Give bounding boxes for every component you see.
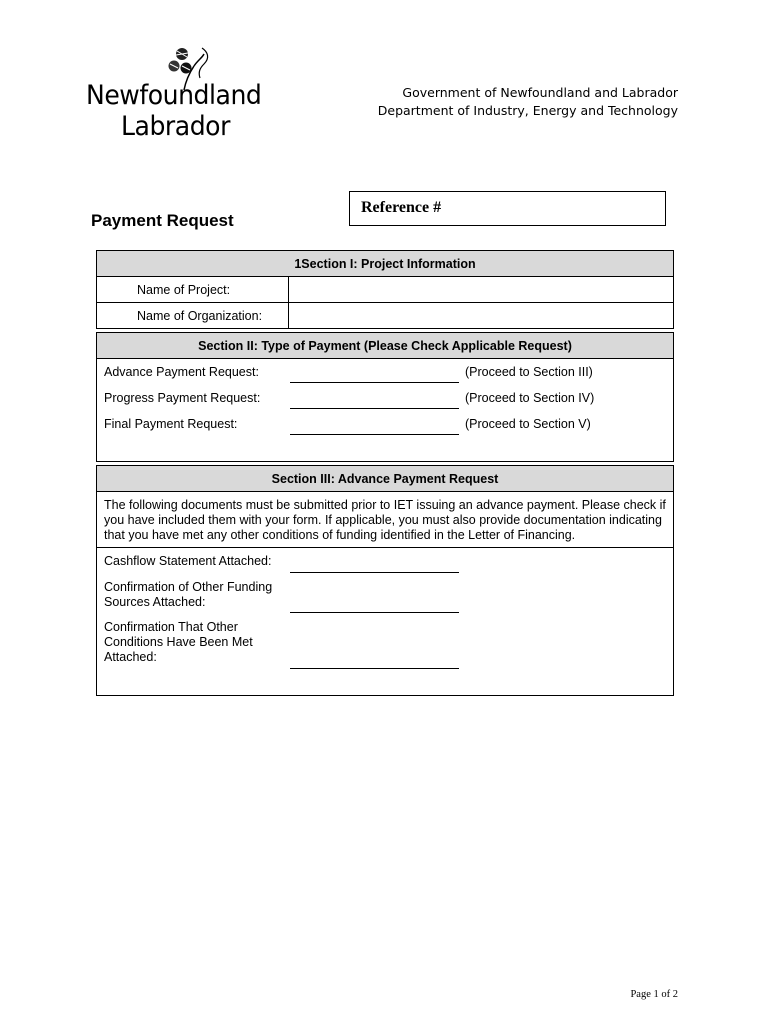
option-note: (Proceed to Section IV): [465, 391, 595, 405]
section-header: Section II: Type of Payment (Please Check Applicable Request): [97, 333, 673, 359]
progress-payment-check-line[interactable]: [290, 408, 459, 409]
section-project-information: [96, 250, 674, 329]
advance-payment-check-line[interactable]: [290, 382, 459, 383]
option-label: Progress Payment Request:: [104, 391, 261, 405]
form-row-project-name: [97, 277, 673, 303]
department-name: Department of Industry, Energy and Technology: [377, 103, 678, 118]
payment-option-final: [97, 411, 673, 437]
attachment-label-other-funding: Confirmation of Other Funding Sources Attached:: [104, 580, 273, 609]
payment-option-progress: [97, 385, 673, 411]
instructions-text: The following documents must be submitted prior to IET issuing an advance payment. Please check if you have included them with your form. If applicable, you must also provide documentation indicating that you have met any other conditions of funding identified in the Letter of Financing.: [97, 492, 673, 548]
government-logo: [86, 44, 276, 144]
field-label: Name of Organization:: [97, 303, 289, 329]
project-name-input[interactable]: [289, 277, 673, 302]
option-label: Advance Payment Request:: [104, 365, 259, 379]
conditions-check-line[interactable]: [290, 668, 459, 669]
option-note: (Proceed to Section V): [465, 417, 591, 431]
attachment-label-cashflow: Cashflow Statement Attached:: [104, 554, 272, 568]
organization-name-input[interactable]: [289, 303, 673, 329]
logo-text-labrador: Labrador: [121, 111, 230, 142]
section-header: Section III: Advance Payment Request: [97, 466, 673, 492]
final-payment-check-line[interactable]: [290, 434, 459, 435]
cashflow-check-line[interactable]: [290, 572, 459, 573]
section-type-of-payment: [96, 332, 674, 462]
page-number: Page 1 of 2: [630, 989, 678, 1000]
attachment-label-conditions: Confirmation That Other Conditions Have Been Met Attached:: [104, 620, 253, 664]
form-row-organization-name: [97, 303, 673, 329]
government-heading: [378, 84, 678, 120]
option-label: Final Payment Request:: [104, 417, 238, 431]
payment-option-advance: [97, 359, 673, 385]
option-note: (Proceed to Section III): [465, 365, 593, 379]
reference-label: Reference #: [361, 199, 442, 216]
field-label: Name of Project:: [97, 277, 289, 302]
section-header: 1Section I: Project Information: [97, 251, 673, 277]
page-title: Payment Request: [91, 211, 234, 230]
government-name: Government of Newfoundland and Labrador: [402, 85, 678, 100]
reference-number-field[interactable]: [349, 191, 666, 226]
logo-text-newfoundland: Newfoundland: [86, 80, 262, 111]
other-funding-check-line[interactable]: [290, 612, 459, 613]
section-advance-payment-request: [96, 465, 674, 696]
